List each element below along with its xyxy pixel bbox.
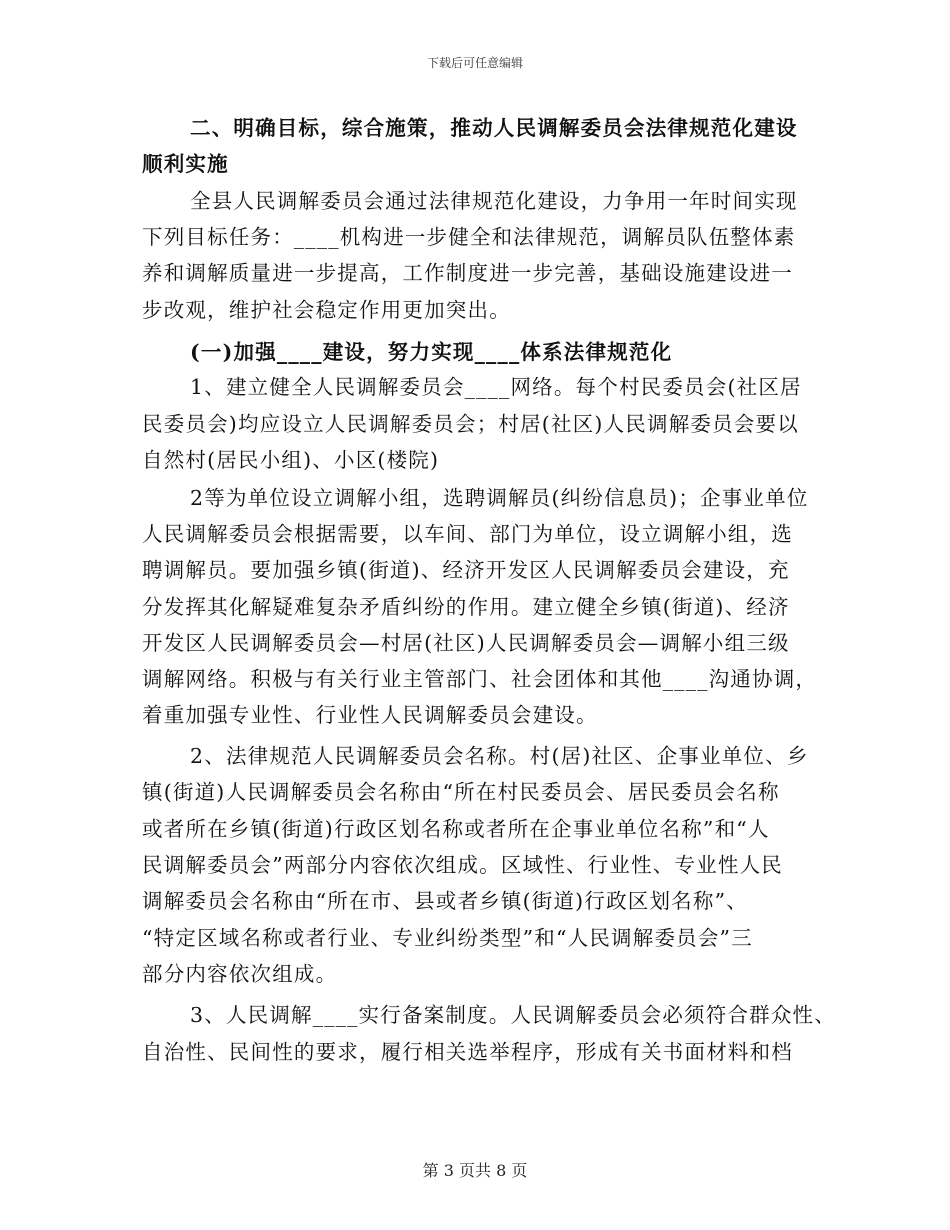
paragraph-line: 自然村(居民小组)、小区(楼院)	[142, 448, 440, 472]
paragraph-line: 民调解委员会”两部分内容依次组成。区域性、行业性、专业性人民	[142, 853, 783, 877]
paragraph-line: “特定区域名称或者行业、专业纠纷类型”和“人民调解委员会”三	[142, 926, 753, 950]
paragraph-line: 人民调解委员会根据需要，以车间、部门为单位，设立调解小组，选	[142, 522, 793, 546]
paragraph-line: 养和调解质量进一步提高，工作制度进一步完善，基础设施建设进一	[142, 261, 793, 285]
paragraph-line: 镇(街道)人民调解委员会名称由“所在村民委员会、居民委员会名称	[142, 780, 780, 804]
paragraph-line: 步改观，维护社会稳定作用更加突出。	[142, 298, 511, 322]
paragraph-line: 3、人民调解____实行备案制度。人民调解委员会必须符合群众性、	[190, 1003, 836, 1027]
paragraph-line: 或者所在乡镇(街道)行政区划名称或者所在企事业单位名称”和“人	[142, 817, 770, 841]
paragraph-line: 1、建立健全人民调解委员会____网络。每个村民委员会(社区居	[190, 375, 802, 399]
paragraph-line: 部分内容依次组成。	[142, 962, 338, 986]
page-header: 下载后可任意编辑	[426, 56, 523, 70]
subsection-heading: (一)加强____建设，努力实现____体系法律规范化	[190, 340, 673, 364]
page-number: 第 3 页共 8 页	[422, 1161, 528, 1180]
paragraph-line: 全县人民调解委员会通过法律规范化建设，力争用一年时间实现	[190, 189, 798, 213]
section-heading-line-1: 二、明确目标，综合施策，推动人民调解委员会法律规范化建设	[190, 116, 798, 140]
paragraph-line: 自治性、民间性的要求，履行相关选举程序，形成有关书面材料和档	[142, 1040, 793, 1064]
paragraph-line: 2等为单位设立调解小组，选聘调解员(纠纷信息员)；企事业单位	[190, 486, 809, 510]
paragraph-line: 聘调解员。要加强乡镇(街道)、经济开发区人民调解委员会建设，充	[142, 558, 790, 582]
paragraph-line: 民委员会)均应设立人民调解委员会；村居(社区)人民调解委员会要以	[142, 412, 799, 436]
paragraph-line: 分发挥其化解疑难复杂矛盾纠纷的作用。建立健全乡镇(街道)、经济	[142, 595, 790, 619]
paragraph-line: 调解网络。积极与有关行业主管部门、社会团体和其他____沟通协调，	[142, 667, 818, 691]
paragraph-line: 开发区人民调解委员会—村居(社区)人民调解委员会—调解小组三级	[142, 631, 790, 655]
paragraph-line: 着重加强专业性、行业性人民调解委员会建设。	[142, 703, 598, 727]
paragraph-line: 下列目标任务：____机构进一步健全和法律规范，调解员队伍整体素	[142, 225, 796, 249]
paragraph-line: 调解委员会名称由“所在市、县或者乡镇(街道)行政区划名称”、	[142, 889, 748, 913]
section-heading-line-2: 顺利实施	[142, 152, 229, 176]
paragraph-line: 2、法律规范人民调解委员会名称。村(居)社区、企事业单位、乡	[190, 744, 809, 768]
